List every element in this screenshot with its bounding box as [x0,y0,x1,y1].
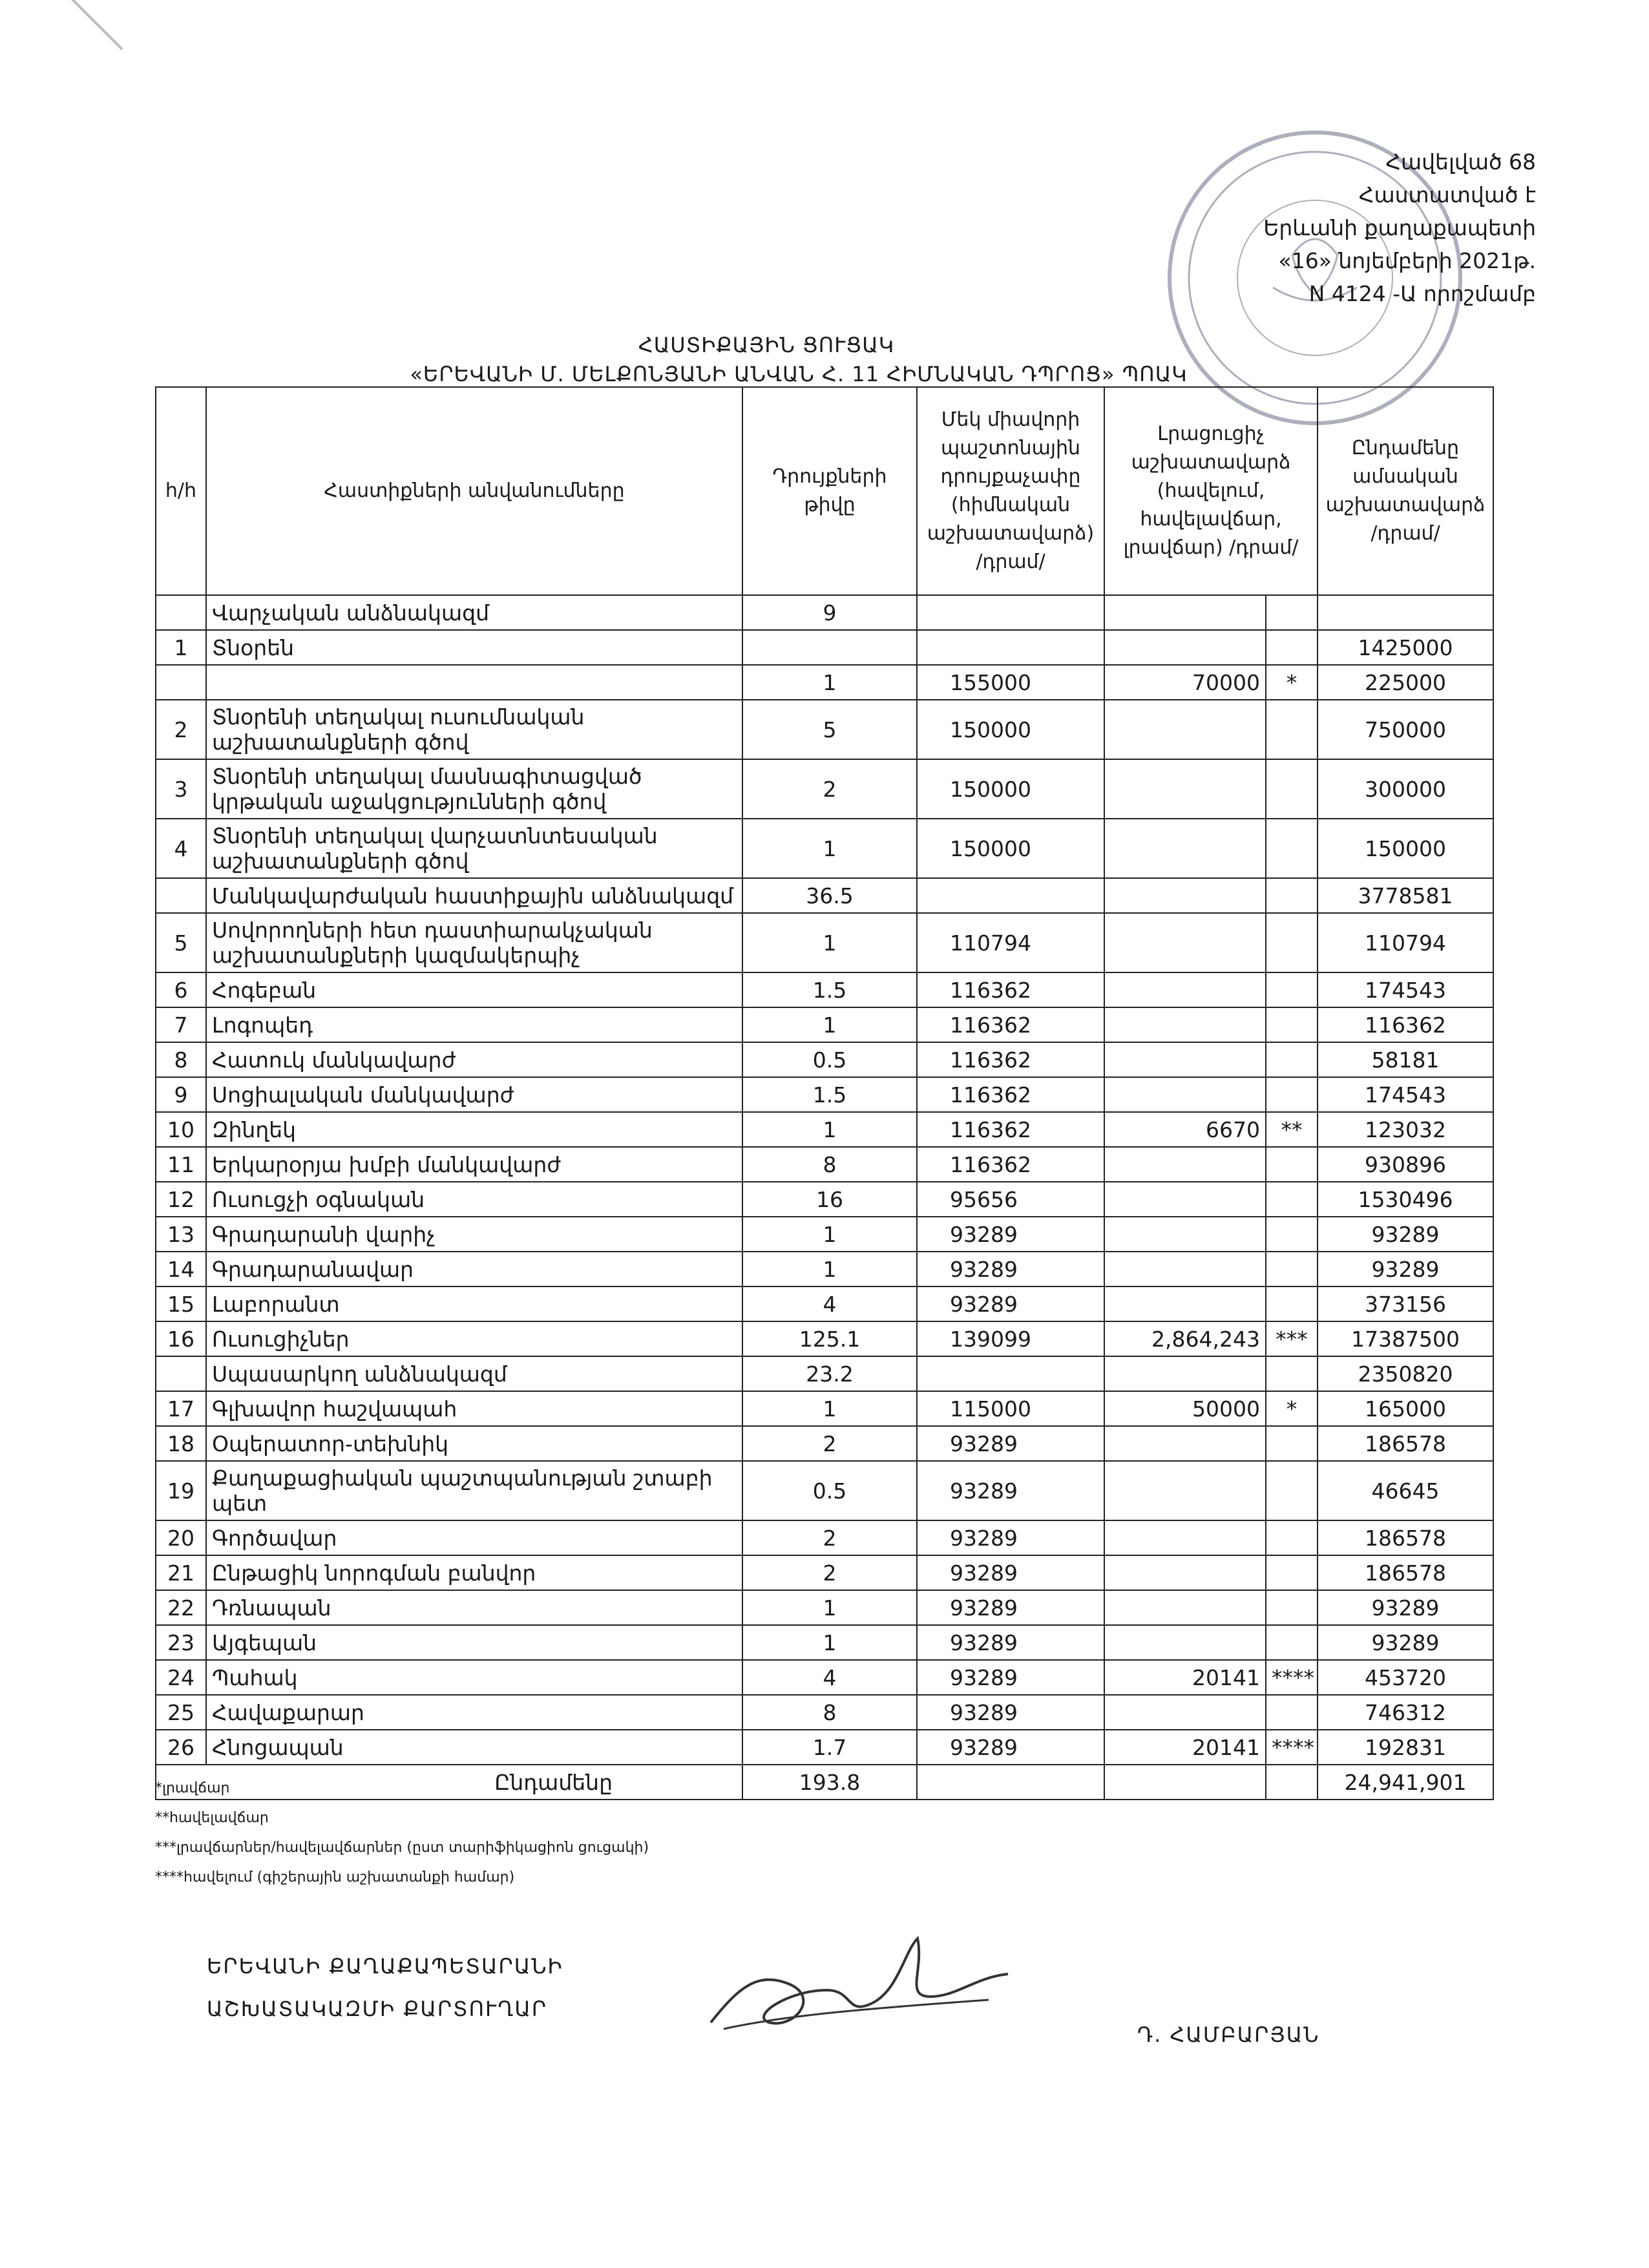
supplement-amount [1104,1695,1266,1730]
supplement-mark [1266,700,1318,759]
header-supplement: Լրացուցիչ աշխատավարձ (հավելում, հավելավճար, լրավճար) /դրամ/ [1104,387,1318,595]
monthly-total: 1530496 [1318,1182,1493,1217]
row-number: 4 [156,819,206,878]
row-number [156,665,206,700]
position-name: Հոգեբան [206,972,742,1007]
base-salary: 116362 [917,1042,1104,1077]
row-number [156,878,206,913]
row-number: 9 [156,1077,206,1112]
supplement-amount [1104,700,1266,759]
supplement-amount [1104,1042,1266,1077]
table-row [156,1252,1493,1286]
supplement-mark [1266,630,1318,665]
row-number: 25 [156,1695,206,1730]
monthly-total: 150000 [1318,819,1493,878]
base-salary: 150000 [917,759,1104,819]
document-title: ՀԱՍՏԻՔԱՅԻՆ ՑՈՒՑԱԿ [638,333,895,357]
table-row [156,1520,1493,1555]
monthly-total: 225000 [1318,665,1493,700]
supplement-amount: 6670 [1104,1112,1266,1147]
monthly-total: 46645 [1318,1461,1493,1520]
monthly-total [1318,595,1493,630]
approval-line-1: Հավելված 68 [1385,149,1536,174]
signatory-org-line-1: ԵՐԵՎԱՆԻ ՔԱՂԱՔԱՊԵՏԱՐԱՆԻ [207,1954,563,1979]
total-sum: 24,941,901 [1318,1765,1493,1800]
rate-count: 0.5 [742,1461,917,1520]
row-number: 13 [156,1217,206,1252]
supplement-mark [1266,1695,1318,1730]
table-row [156,1730,1493,1765]
table-row [156,759,1493,819]
table-body [156,595,1493,1765]
row-number [156,595,206,630]
table-row [156,1391,1493,1426]
row-number [156,1356,206,1391]
table-row [156,819,1493,878]
base-salary: 93289 [917,1625,1104,1660]
supplement-amount: 20141 [1104,1660,1266,1695]
row-number: 22 [156,1590,206,1625]
position-name: Լաբորանտ [206,1286,742,1321]
monthly-total: 300000 [1318,759,1493,819]
rate-count: 8 [742,1695,917,1730]
header-name: Հաստիքների անվանումները [206,387,742,595]
monthly-total: 116362 [1318,1007,1493,1042]
header-salary: Մեկ միավորի պաշտոնային դրույքաչափը (հիմնական աշխատավարձ) /դրամ/ [917,387,1104,595]
row-number: 12 [156,1182,206,1217]
monthly-total: 110794 [1318,913,1493,972]
header-num: հ/հ [156,387,206,595]
table-row [156,665,1493,700]
supplement-mark [1266,1007,1318,1042]
position-name: Երկարօրյա խմբի մանկավարժ [206,1147,742,1182]
supplement-amount [1104,1007,1266,1042]
position-name: Լոգոպեդ [206,1007,742,1042]
position-name: Զինղեկ [206,1112,742,1147]
monthly-total: 186578 [1318,1555,1493,1590]
approval-line-5: N 4124 -Ա որոշմամբ [1308,281,1536,306]
supplement-amount [1104,819,1266,878]
approval-line-2: Հաստատված է [1358,182,1536,207]
row-number: 19 [156,1461,206,1520]
supplement-amount [1104,913,1266,972]
supplement-amount [1104,1590,1266,1625]
table-row [156,1042,1493,1077]
monthly-total: 3778581 [1318,878,1493,913]
base-salary: 95656 [917,1182,1104,1217]
table-row [156,1286,1493,1321]
supplement-amount: 2,864,243 [1104,1321,1266,1356]
table-row [156,595,1493,630]
position-name: Սպասարկող անձնակազմ [206,1356,742,1391]
row-number: 1 [156,630,206,665]
table-row [156,1147,1493,1182]
base-salary [917,878,1104,913]
monthly-total: 192831 [1318,1730,1493,1765]
base-salary: 116362 [917,972,1104,1007]
supplement-amount [1104,1426,1266,1461]
supplement-amount [1104,1217,1266,1252]
position-name: Գրադարանի վարիչ [206,1217,742,1252]
monthly-total: 58181 [1318,1042,1493,1077]
monthly-total: 93289 [1318,1625,1493,1660]
position-name: Գործավար [206,1520,742,1555]
rate-count: 1.5 [742,1077,917,1112]
base-salary [917,1356,1104,1391]
supplement-mark [1266,1077,1318,1112]
base-salary: 93289 [917,1426,1104,1461]
monthly-total: 93289 [1318,1252,1493,1286]
table-row [156,1461,1493,1520]
supplement-amount [1104,630,1266,665]
header-count: Դրույքների թիվը [742,387,917,595]
position-name: Պահակ [206,1660,742,1695]
supplement-mark [1266,1286,1318,1321]
supplement-amount [1104,878,1266,913]
row-number: 18 [156,1426,206,1461]
rate-count: 1 [742,1112,917,1147]
footnotes [155,1774,649,1893]
row-number: 24 [156,1660,206,1695]
supplement-mark [1266,878,1318,913]
position-name: Հնոցապան [206,1730,742,1765]
supplement-amount [1104,595,1266,630]
supplement-mark [1266,1625,1318,1660]
row-number: 20 [156,1520,206,1555]
position-name: Այգեպան [206,1625,742,1660]
base-salary: 93289 [917,1252,1104,1286]
base-salary [917,595,1104,630]
supplement-mark: ** [1266,1112,1318,1147]
base-salary: 116362 [917,1112,1104,1147]
position-name: Հատուկ մանկավարժ [206,1042,742,1077]
supplement-amount: 20141 [1104,1730,1266,1765]
base-salary: 155000 [917,665,1104,700]
supplement-mark [1266,913,1318,972]
supplement-mark [1266,1217,1318,1252]
supplement-mark [1266,1461,1318,1520]
position-name: Ընթացիկ նորոգման բանվոր [206,1555,742,1590]
position-name: Հավաքարար [206,1695,742,1730]
base-salary: 139099 [917,1321,1104,1356]
rate-count: 1.5 [742,972,917,1007]
supplement-mark: *** [1266,1321,1318,1356]
monthly-total: 93289 [1318,1590,1493,1625]
row-number: 5 [156,913,206,972]
base-salary: 110794 [917,913,1104,972]
supplement-amount [1104,759,1266,819]
monthly-total: 93289 [1318,1217,1493,1252]
base-salary: 93289 [917,1590,1104,1625]
monthly-total: 2350820 [1318,1356,1493,1391]
monthly-total: 186578 [1318,1426,1493,1461]
table-row [156,1695,1493,1730]
monthly-total: 453720 [1318,1660,1493,1695]
row-number: 15 [156,1286,206,1321]
rate-count: 1 [742,1252,917,1286]
rate-count: 1 [742,819,917,878]
signatory-org-line-2: ԱՇԽԱՏԱԿԱԶՄԻ ՔԱՐՏՈՒՂԱՐ [207,1997,548,2021]
position-name: Գլխավոր հաշվապահ [206,1391,742,1426]
rate-count: 1 [742,1007,917,1042]
position-name: Սոցիալական մանկավարժ [206,1077,742,1112]
footnote-2: **հավելավճար [155,1810,269,1826]
row-number: 2 [156,700,206,759]
base-salary: 150000 [917,819,1104,878]
row-number: 14 [156,1252,206,1286]
supplement-mark [1266,1356,1318,1391]
table-row [156,878,1493,913]
position-name [206,665,742,700]
supplement-amount [1104,1625,1266,1660]
base-salary: 116362 [917,1007,1104,1042]
base-salary: 93289 [917,1520,1104,1555]
rate-count: 16 [742,1182,917,1217]
table-row [156,1356,1493,1391]
table-row [156,630,1493,665]
header-total: Ընդամենը ամսական աշխատավարձ /դրամ/ [1318,387,1493,595]
supplement-amount [1104,1147,1266,1182]
document-subtitle: «ԵՐԵՎԱՆԻ Մ. ՄԵԼՔՈՆՅԱՆԻ ԱՆՎԱՆ Հ. 11 ՀԻՄՆԱԿԱՆ ԴՊՐՈՑ» ՊՈԱԿ [410,362,1188,386]
row-number: 7 [156,1007,206,1042]
supplement-amount [1104,1077,1266,1112]
base-salary: 93289 [917,1730,1104,1765]
rate-count: 1 [742,913,917,972]
rate-count: 125.1 [742,1321,917,1356]
supplement-mark [1266,819,1318,878]
rate-count: 2 [742,1426,917,1461]
table-row [156,1321,1493,1356]
table-row [156,913,1493,972]
supplement-mark [1266,1520,1318,1555]
rate-count: 2 [742,759,917,819]
rate-count: 2 [742,1520,917,1555]
rate-count: 36.5 [742,878,917,913]
row-number: 21 [156,1555,206,1590]
rate-count: 23.2 [742,1356,917,1391]
base-salary [917,630,1104,665]
table-row [156,1112,1493,1147]
supplement-amount [1104,1356,1266,1391]
rate-count [742,630,917,665]
position-name: Քաղաքացիական պաշտպանության շտաբի պետ [206,1461,742,1520]
position-name: Վարչական անձնակազմ [206,595,742,630]
supplement-amount [1104,1182,1266,1217]
position-name: Օպերատոր-տեխնիկ [206,1426,742,1461]
position-name: Տնօրենի տեղակալ ուսումնական աշխատանքների գծով [206,700,742,759]
table-row [156,1077,1493,1112]
footnote-4: ****հավելում (գիշերային աշխատանքի համար) [155,1869,515,1885]
supplement-mark [1266,1590,1318,1625]
signatory-org [207,1945,563,2030]
supplement-mark [1266,1147,1318,1182]
base-salary: 93289 [917,1555,1104,1590]
position-name: Դռնապան [206,1590,742,1625]
monthly-total: 930896 [1318,1147,1493,1182]
monthly-total: 174543 [1318,1077,1493,1112]
position-name: Սովորողների հետ դաստիարակչական աշխատանքների կազմակերպիչ [206,913,742,972]
row-number: 23 [156,1625,206,1660]
approval-line-3: Երևանի քաղաքապետի [1263,215,1536,240]
monthly-total: 17387500 [1318,1321,1493,1356]
rate-count: 4 [742,1660,917,1695]
rate-count: 0.5 [742,1042,917,1077]
supplement-amount [1104,1520,1266,1555]
table-row [156,1590,1493,1625]
position-name: Ուսուցիչներ [206,1321,742,1356]
base-salary: 93289 [917,1461,1104,1520]
supplement-mark [1266,972,1318,1007]
supplement-amount [1104,1555,1266,1590]
supplement-mark [1266,1426,1318,1461]
total-empty-1 [917,1765,1104,1800]
rate-count: 1 [742,665,917,700]
supplement-mark [1266,595,1318,630]
approval-line-4: «16» նոյեմբերի 2021թ. [1278,248,1536,273]
total-empty-2 [1104,1765,1266,1800]
row-number: 8 [156,1042,206,1077]
monthly-total: 373156 [1318,1286,1493,1321]
position-name: Մանկավարժական հաստիքային անձնակազմ [206,878,742,913]
position-name: Տնօրեն [206,630,742,665]
signatory-name: Դ. ՀԱՄԲԱՐՅԱՆ [1137,2022,1320,2047]
rate-count: 1 [742,1217,917,1252]
table-row [156,700,1493,759]
position-name: Գրադարանավար [206,1252,742,1286]
rate-count: 9 [742,595,917,630]
position-name: Տնօրենի տեղակալ մասնագիտացված կրթական աջակցությունների գծով [206,759,742,819]
monthly-total: 186578 [1318,1520,1493,1555]
table-row [156,972,1493,1007]
row-number: 17 [156,1391,206,1426]
supplement-mark [1266,1182,1318,1217]
scan-edge-mark [71,0,123,50]
table-row [156,1555,1493,1590]
supplement-amount [1104,1252,1266,1286]
footnote-1: *լրավճար [155,1780,230,1796]
supplement-amount [1104,972,1266,1007]
monthly-total: 174543 [1318,972,1493,1007]
row-number: 26 [156,1730,206,1765]
supplement-mark: * [1266,665,1318,700]
monthly-total: 746312 [1318,1695,1493,1730]
monthly-total: 750000 [1318,700,1493,759]
rate-count: 1 [742,1625,917,1660]
monthly-total: 165000 [1318,1391,1493,1426]
total-label: Ընդամենը [156,1765,742,1800]
table-row [156,1625,1493,1660]
approval-note [1263,145,1536,310]
table-header-row [156,387,1493,595]
rate-count: 2 [742,1555,917,1590]
base-salary: 116362 [917,1147,1104,1182]
base-salary: 93289 [917,1695,1104,1730]
rate-count: 4 [742,1286,917,1321]
monthly-total: 1425000 [1318,630,1493,665]
supplement-amount: 70000 [1104,665,1266,700]
table-row [156,1660,1493,1695]
monthly-total: 123032 [1318,1112,1493,1147]
position-name: Ուսուցչի օգնական [206,1182,742,1217]
rate-count: 1 [742,1590,917,1625]
supplement-amount [1104,1286,1266,1321]
row-number: 3 [156,759,206,819]
row-number: 10 [156,1112,206,1147]
base-salary: 115000 [917,1391,1104,1426]
base-salary: 93289 [917,1660,1104,1695]
supplement-mark [1266,1252,1318,1286]
supplement-mark [1266,759,1318,819]
base-salary: 93289 [917,1286,1104,1321]
table-row [156,1426,1493,1461]
supplement-mark [1266,1555,1318,1590]
supplement-mark: * [1266,1391,1318,1426]
row-number: 6 [156,972,206,1007]
supplement-mark: **** [1266,1730,1318,1765]
row-number: 11 [156,1147,206,1182]
position-name: Տնօրենի տեղակալ վարչատնտեսական աշխատանքների գծով [206,819,742,878]
total-empty-3 [1266,1765,1318,1800]
table-row [156,1182,1493,1217]
footnote-3: ***լրավճարներ/հավելավճարներ (ըստ տարիֆիկացիոն ցուցակի) [155,1840,649,1856]
supplement-amount [1104,1461,1266,1520]
staff-table [155,386,1494,1800]
rate-count: 1.7 [742,1730,917,1765]
base-salary: 150000 [917,700,1104,759]
base-salary: 116362 [917,1077,1104,1112]
supplement-mark: **** [1266,1660,1318,1695]
row-number: 16 [156,1321,206,1356]
base-salary: 93289 [917,1217,1104,1252]
table-row [156,1217,1493,1252]
rate-count: 1 [742,1391,917,1426]
handwritten-signature [685,1913,1021,2061]
total-count: 193.8 [742,1765,917,1800]
supplement-mark [1266,1042,1318,1077]
rate-count: 8 [742,1147,917,1182]
table-row [156,1007,1493,1042]
rate-count: 5 [742,700,917,759]
supplement-amount: 50000 [1104,1391,1266,1426]
